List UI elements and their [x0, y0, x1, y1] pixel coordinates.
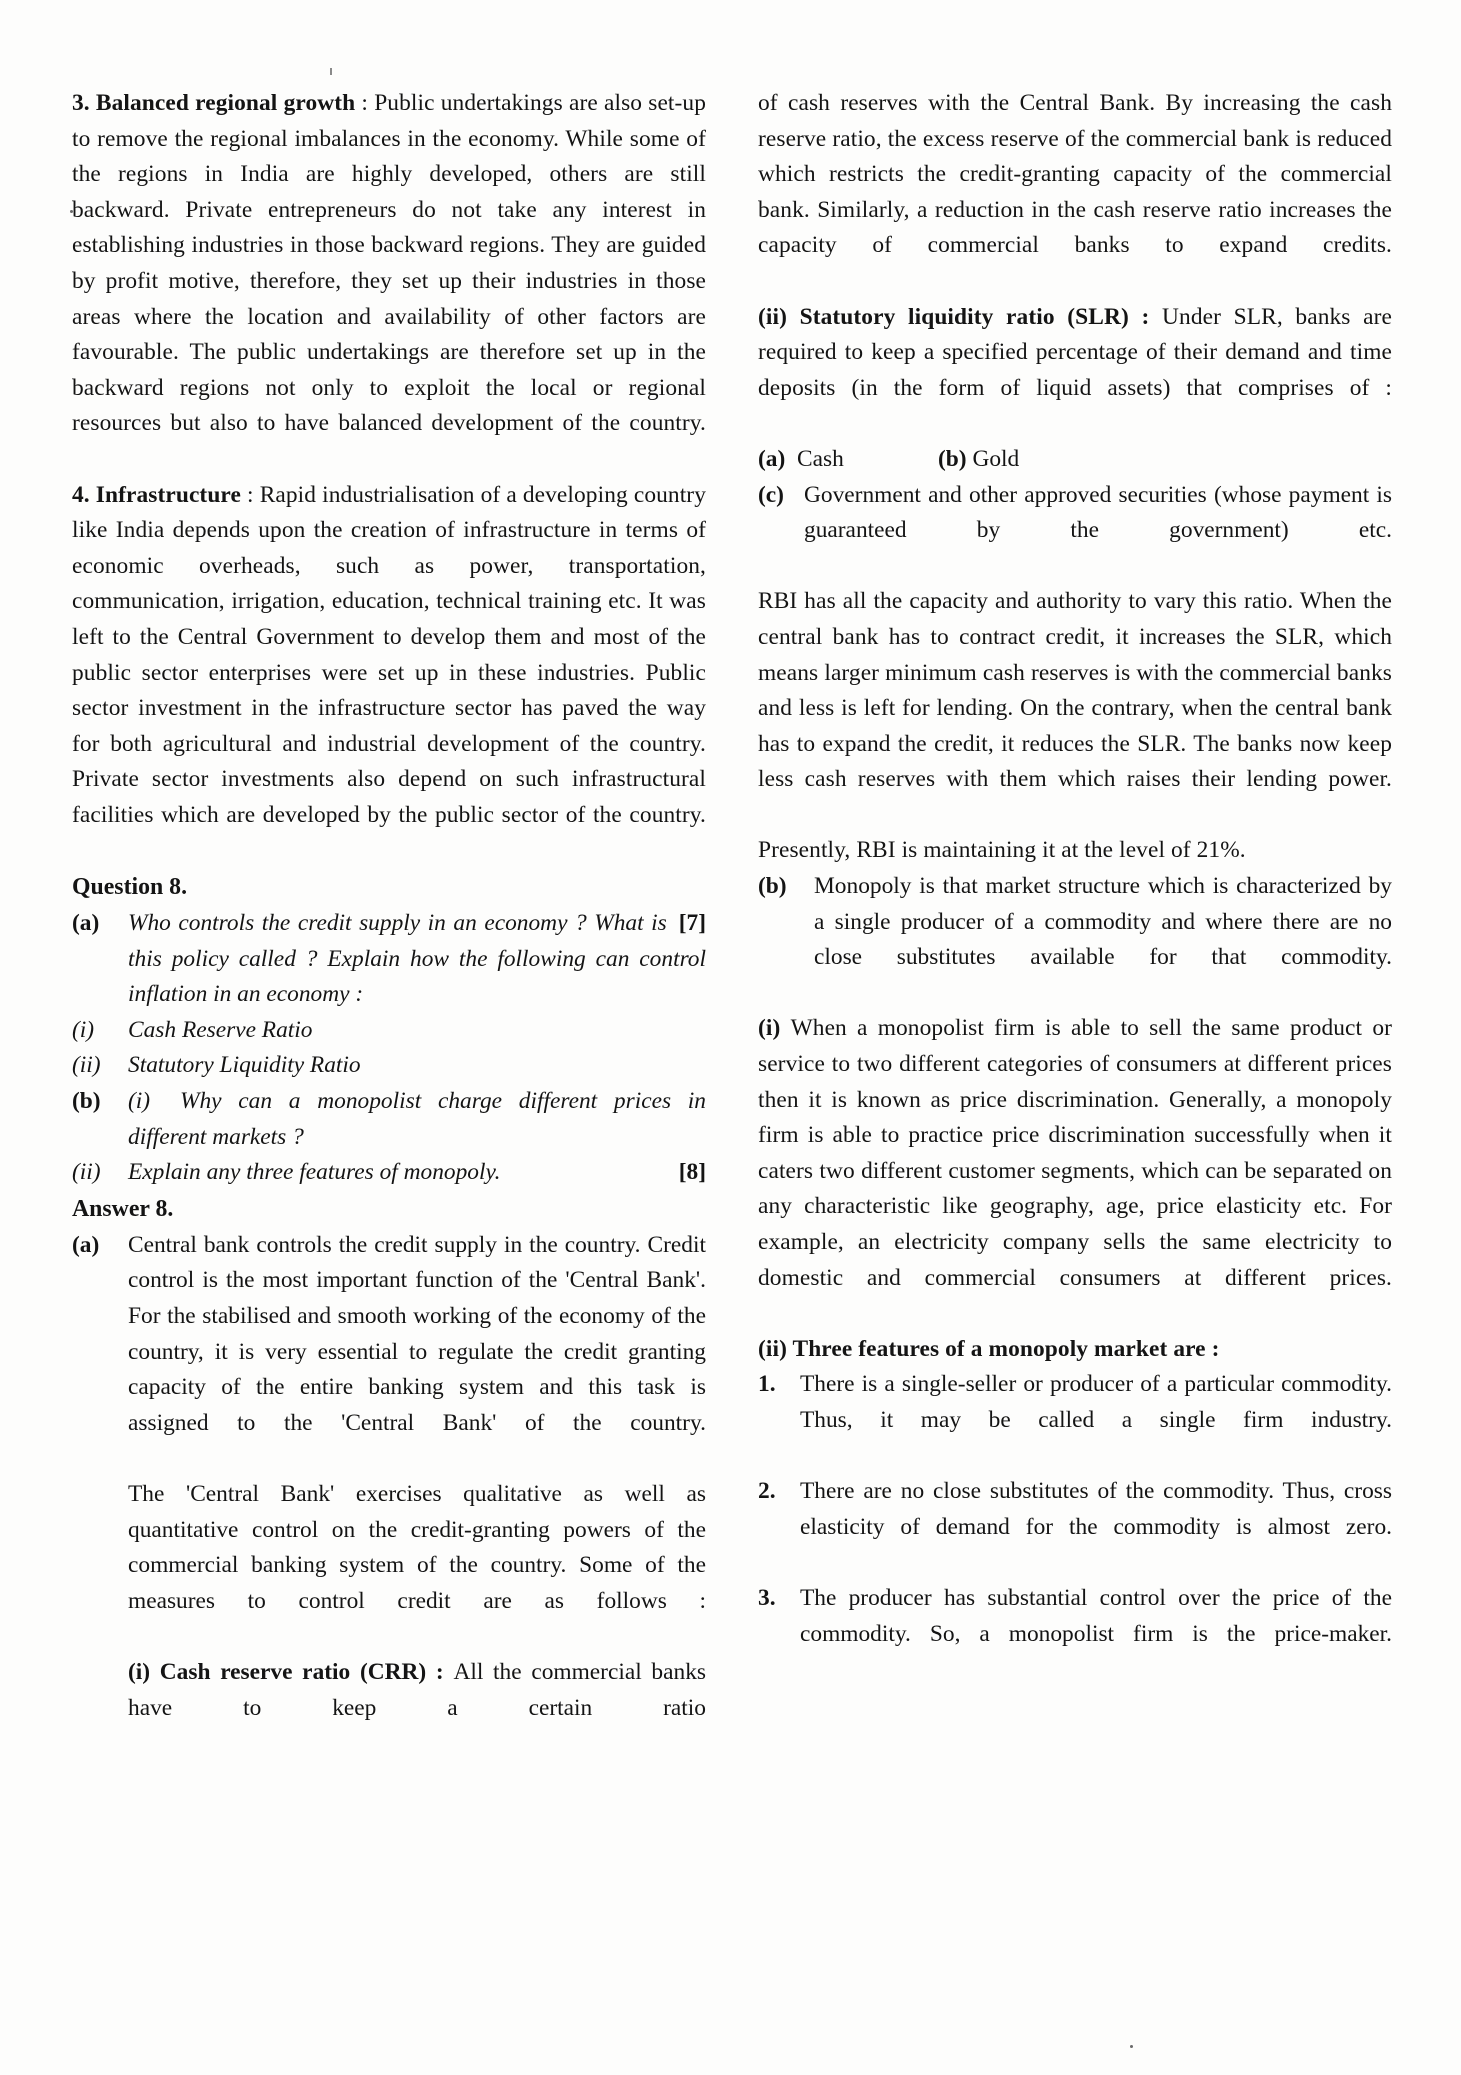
- paragraph-price-discrimination: [758, 1011, 1392, 1331]
- slr-option-b-marker: (b): [938, 445, 967, 472]
- three-features-heading-text: (ii) Three features of a monopoly market are :: [758, 1335, 1220, 1362]
- answer-8-heading: Answer 8.: [72, 1195, 174, 1222]
- question-8a-item-ii-text: Statutory Liquidity Ratio: [128, 1052, 361, 1079]
- scan-artifact-tick: [330, 68, 332, 75]
- answer-8a-paragraph-1: [72, 1228, 706, 1477]
- slr-option-c-text: Government and other approved securities (whose payment is guaranteed by the government) etc.: [804, 481, 1392, 544]
- right-column: [758, 86, 1392, 1762]
- slr-text: Under SLR, banks are required to keep a specified percentage of their demand and time deposits (in the form of liquid assets) that comprises of :: [758, 303, 1392, 401]
- answer-8a-marker: (a): [72, 1231, 100, 1258]
- feature-1: [758, 1367, 1392, 1474]
- answer-8a-text-1: Central bank controls the credit supply in the country. Credit control is the most important function of the 'Central Bank'. For the stabilised and smooth working of the economy of the country, it is very essential to regulate the credit granting capacity of the entire banking system and this task is assigned to the 'Central Bank' of the country.: [128, 1231, 706, 1436]
- part-i-marker: (i): [758, 1015, 781, 1042]
- question-8a-item-i-marker: (i): [72, 1016, 95, 1043]
- slr-heading: (ii) Statutory liquidity ratio (SLR): [758, 303, 1129, 330]
- paragraph-presently-rbi: Presently, RBI is maintaining it at the level of 21%.: [758, 837, 1246, 864]
- question-8b-item-ii: [72, 1155, 706, 1191]
- heading-three-features: [758, 1332, 1392, 1368]
- slr-option-c-marker: (c): [758, 481, 784, 508]
- question-8a-item-i: [72, 1013, 706, 1049]
- question-8a-item-ii: [72, 1048, 706, 1084]
- question-8b: [72, 1084, 706, 1155]
- paragraph-crr-continuation: of cash reserves with the Central Bank. By increasing the cash reserve ratio, the excess reserve of the commercial bank is reduced which restricts the credit-granting capacity of the commercial bank. Similarly, a reduction in the cash reserve ratio increases the capacity of commercial banks to expand credits.: [758, 90, 1392, 259]
- feature-3: [758, 1581, 1392, 1688]
- slr-option-b-label: Gold: [972, 445, 1020, 472]
- feature-3-marker: 3.: [758, 1584, 776, 1611]
- answer-8a-crr: [72, 1655, 706, 1762]
- slr-colon: :: [1128, 303, 1163, 330]
- crr-heading: (i) Cash reserve ratio (CRR): [128, 1658, 427, 1685]
- feature-1-text: There is a single-seller or producer of a particular commodity. Thus, it may be called a single firm industry.: [800, 1371, 1392, 1433]
- colon-separator: :: [240, 481, 260, 508]
- answer-8b-intro: [758, 869, 1392, 1011]
- question-8b-item-i-text: Why can a monopolist charge different prices in different markets ?: [128, 1088, 706, 1150]
- answer-8b-marker: (b): [758, 873, 787, 900]
- question-8a-item-i-text: Cash Reserve Ratio: [128, 1016, 313, 1043]
- answer-8a-paragraph-2: [72, 1477, 706, 1655]
- slr-option-c: [758, 478, 1392, 585]
- question-8b-item-i-marker: (i): [128, 1088, 151, 1115]
- feature-1-marker: 1.: [758, 1371, 776, 1398]
- answer-8b-intro-text: Monopoly is that market structure which is characterized by a single producer of a commodity and where there are no close substitutes available for that commodity.: [814, 873, 1392, 971]
- question-8b-item-ii-marker: (ii): [72, 1159, 101, 1186]
- slr-option-a-marker: (a): [758, 445, 786, 472]
- left-column: [72, 86, 706, 1762]
- part-i-text: When a monopolist firm is able to sell the same product or service to two different categories of consumers at different prices then it is known as price discrimination. Generally, a monopoly firm is able to practice price discrimination successfully when it caters two different customer segments, which can be separated on any characteristic like geography, age, price elasticity etc. For example, an electricity company sells the same electricity to domestic and commercial consumers at different prices.: [758, 1015, 1393, 1291]
- paragraph-balanced-regional-growth: [72, 86, 706, 478]
- question-8a-marker: (a): [72, 910, 100, 937]
- two-column-body: [72, 86, 1392, 1762]
- paragraph-slr: [758, 300, 1392, 442]
- slr-options-row: [758, 442, 1392, 478]
- question-8b-item-ii-text: Explain any three features of monopoly.: [128, 1159, 501, 1186]
- question-8b-marks: [8]: [678, 1159, 706, 1186]
- feature-2: [758, 1474, 1392, 1581]
- question-8a: [72, 906, 706, 1013]
- answer-8a-text-2: The 'Central Bank' exercises qualitative as well as quantitative control on the credit-granting powers of the commercial banking system of the country. Some of the measures to control credit are as follows :: [128, 1480, 706, 1614]
- slr-option-a: [758, 442, 938, 478]
- feature-2-text: There are no close substitutes of the commodity. Thus, cross elasticity of demand for the commodity is almost zero.: [800, 1478, 1392, 1540]
- question-8-heading: Question 8.: [72, 874, 188, 901]
- crr-colon: :: [426, 1658, 454, 1685]
- heading-infrastructure: 4. Infrastructure: [72, 481, 241, 508]
- slr-option-a-label: Cash: [796, 445, 844, 472]
- paragraph-text: Rapid industrialisation of a developing country like India depends upon the creation of infrastructure in terms of economic overheads, such as power, transportation, communication, irrigation, education, technical training etc. It was left to the Central Government to develop them and most of the public sector enterprises were set up in these industries. Public sector investment in the infrastructure sector has paved the way for both agricultural and industrial development of the country. Private sector investments also depend on such infrastructural facilities which are developed by the public sector of the country.: [72, 481, 706, 828]
- paragraph-rbi-ratio: RBI has all the capacity and authority to vary this ratio. When the central bank has to contract credit, it increases the SLR, which means larger minimum cash reserves is with the commercial banks and less is left for lending. On the contrary, when the central bank has to expand the credit, it reduces the SLR. The banks now keep less cash reserves with them which raises their lending power.: [758, 588, 1392, 793]
- feature-2-marker: 2.: [758, 1478, 776, 1505]
- heading-balanced-regional-growth: 3. Balanced regional growth: [72, 90, 356, 116]
- paragraph-infrastructure: [72, 478, 706, 870]
- feature-3-text: The producer has substantial control over the price of the commodity. So, a monopolist firm is the price-maker.: [800, 1584, 1392, 1647]
- question-8a-item-ii-marker: (ii): [72, 1052, 101, 1079]
- crr-text: All the commercial banks have to keep a certain ratio: [128, 1658, 706, 1721]
- question-8a-marks: [7]: [678, 910, 706, 937]
- scan-artifact-dot-bottom: [1130, 2045, 1133, 2048]
- colon-separator: :: [355, 90, 375, 116]
- question-8a-text: Who controls the credit supply in an economy ? What is this policy called ? Explain how the following can control inflation in an economy :: [128, 910, 706, 1008]
- question-8b-marker: (b): [72, 1088, 101, 1115]
- slr-option-b: [938, 442, 1019, 478]
- paragraph-text: Public undertakings are also set-up to remove the regional imbalances in the economy. While some of the regions in India are highly developed, others are still backward. Private entrepreneurs do not take any interest in establishing industries in those backward regions. They are guided by profit motive, therefore, they set up their industries in those areas where the location and availability of other factors are favourable. The public undertakings are therefore set up in the backward regions not only to exploit the local or regional resources but also to have balanced development of the country.: [72, 90, 707, 437]
